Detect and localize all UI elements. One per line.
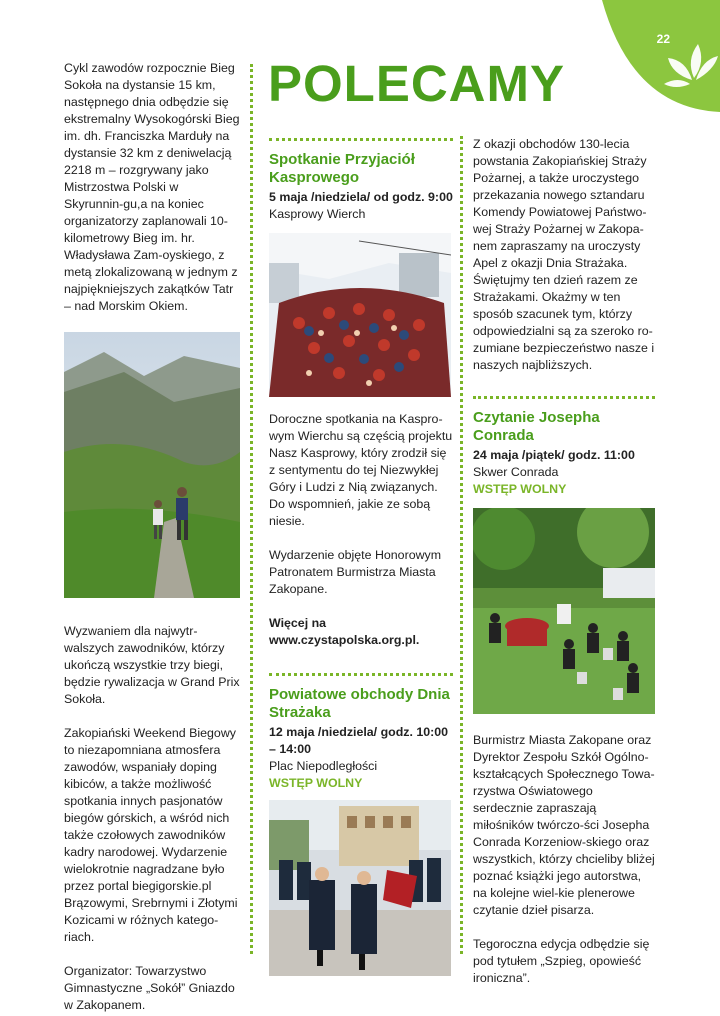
event-title: Spotkanie Przyjaciół Kasprowego [269, 151, 415, 186]
mountain-runners-photo [64, 332, 240, 598]
more-info-link[interactable]: Więcej na www.czystapolska.org.pl. [269, 616, 420, 647]
section-divider [269, 673, 453, 676]
column-divider-left [250, 64, 253, 954]
event-title: Powiatowe obchody Dnia Strażaka [269, 686, 450, 721]
paragraph: Wydarzenie objęte Honorowym Patronatem Burmistrza Miasta Zakopane. [269, 548, 442, 596]
page-number: 22 [656, 32, 670, 46]
paragraph: Burmistrz Miasta Zakopane oraz Dyrektor Zespołu Szkół Ogólno-kształcących Społecznego Towa-rzystwa Oświatowego serdecznie zapraszają miłośników twórczo-ści Josepha Conrada Korzeniow-skiego oraz wszystkich, którzy chcieliby bliżej poznać książki jego autorstwa, na kolejne wiel-kie plenerowe czytanie dzieł pisarza. [473, 733, 655, 917]
section-divider [473, 396, 655, 399]
firefighters-parade-photo [269, 800, 451, 976]
column-left [64, 60, 240, 1016]
paragraph: Zakopiański Weekend Biegowy to niezapomniana atmosfera zawodów, wspaniały doping kibiców, a także możliwość spotkania innych pasjonatów biegów górskich, a wśród nich także czołowych zawodników kadry narodowej. Wydarzenie wielokrotnie nagradzane było przez portal biegigorskie.pl Brązowymi, Srebrnymi i Złotymi Kozicami w różnych katego-riach. [64, 726, 238, 944]
event-place: Plac Niepodległości [269, 759, 378, 773]
page-corner-decoration [602, 0, 720, 112]
paragraph: Wyzwaniem dla najwytr-walszych zawodników, którzy ukończą wszystkie trzy biegi, będzie rywalizacja w Grand Prix Sokoła. [64, 624, 240, 706]
column-right [473, 136, 655, 1004]
page-title: POLECAMY [268, 55, 566, 112]
event-place: Kasprowy Wierch [269, 207, 366, 221]
section-divider [269, 138, 453, 141]
conrad-reading-photo [473, 508, 655, 714]
paragraph: Organizator: Towarzystwo Gimnastyczne „Sokół” Gniazdo w Zakopanem. [64, 964, 235, 1012]
event-date: 5 maja /niedziela/ od godz. 9:00 [269, 190, 453, 204]
paragraph: Cykl zawodów rozpocznie Bieg Sokoła na dystansie 15 km, następnego dnia odbędzie się ekstremalny Wysokogórski Bieg im. dh. Franciszka Marduły na dystansie 32 km z deniwelacją 2218 m – rozgrywany jako Mistrzostwa Polski w Skyrunnin-gu,a na koniec organizatorzy zaplanowali 10-kilometrowy Bieg im. hr. Władysława Zam-oyskiego, z metą zlokalizowaną w jednym z najpiękniejszych zakątków Tatr – nad Morskim Okiem. [64, 61, 240, 313]
event-date: 24 maja /piątek/ godz. 11:00 [473, 448, 635, 462]
free-entry-badge: WSTĘP WOLNY [473, 482, 567, 496]
event-place: Skwer Conrada [473, 465, 559, 479]
event-date: 12 maja /niedziela/ godz. 10:00 – 14:00 [269, 725, 449, 756]
event-title: Czytanie Josepha Conrada [473, 409, 600, 444]
paragraph: Tegoroczna edycja odbędzie się pod tytułem „Szpieg, opowieść ironiczna”. [473, 937, 650, 985]
column-middle [269, 138, 453, 976]
paragraph: Doroczne spotkania na Kaspro-wym Wierchu są częścią projektu Nasz Kasprowy, który zrodził się z sentymentu do tej Niezwykłej Góry i Ludzi z Nią związanych. Do wspomnień, jakie ze sobą niesie. [269, 412, 453, 528]
kasprowy-crowd-photo [269, 233, 451, 397]
column-divider-right [460, 136, 463, 954]
paragraph: Z okazji obchodów 130-lecia powstania Zakopiańskiej Straży Pożarnej, a także uroczystego przekazania nowego sztandaru Komendy Powiatowej Państwo-wej Straży Pożarnej w Zakopa-nem zapraszamy na uroczysty Apel z okazji Dnia Strażaka. Świętujmy ten dzień razem ze Strażakami. Okażmy w ten sposób szacunek tym, którzy odpowiedzialni są za szeroko ro-zumiane bezpieczeństwo nasze i naszych najbliższych. [473, 137, 655, 372]
free-entry-badge: WSTĘP WOLNY [269, 776, 363, 790]
